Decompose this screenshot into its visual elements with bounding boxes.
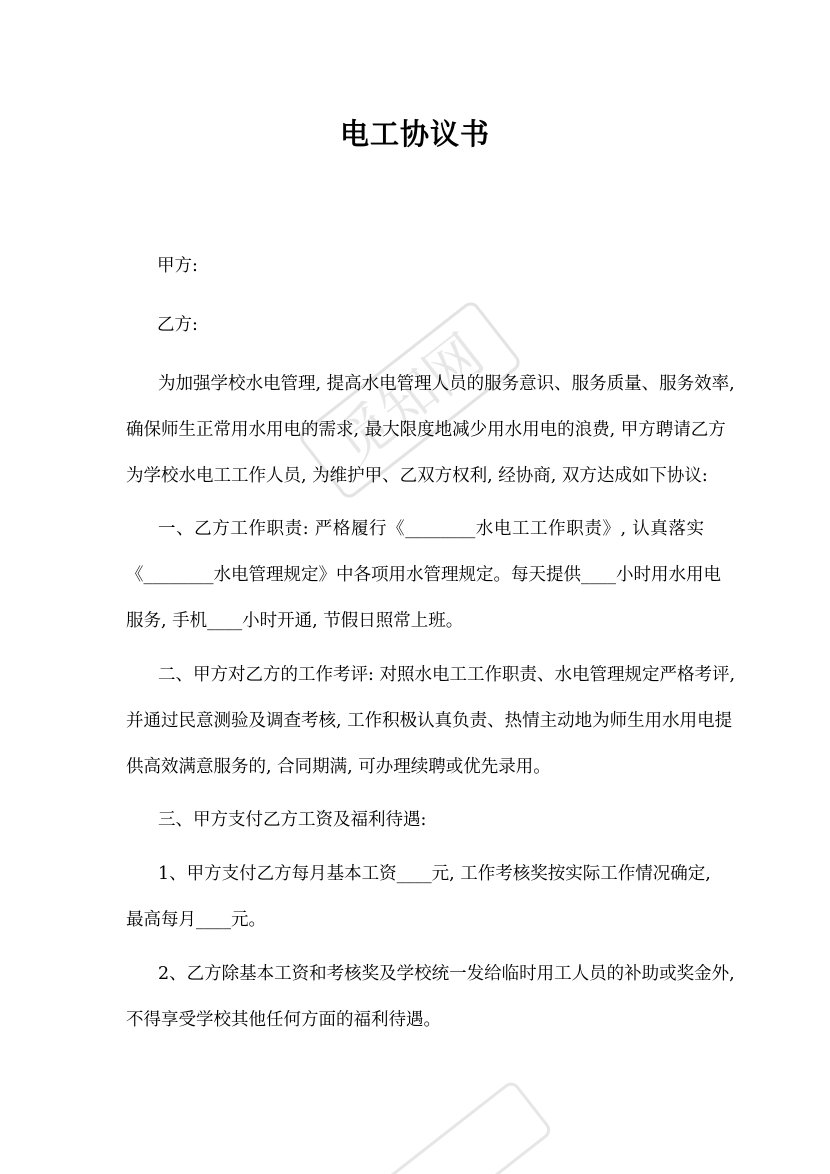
clause-3-1-line: 最高每月____元。 — [126, 910, 266, 930]
clause-3-2-line: 不得享受学校其他任何方面的福利待遇。 — [126, 1010, 441, 1030]
clause-3-1-line: 1、甲方支付乙方每月基本工资____元, 工作考核奖按实际工作情况确定, — [158, 864, 711, 884]
clause-1-line: 《________水电管理规定》中各项用水管理规定。每天提供____小时用水用电 — [126, 565, 721, 585]
party-b-label: 乙方: — [157, 315, 198, 335]
watermark-text: 觅知网 — [323, 322, 496, 477]
watermark-logo — [280, 270, 540, 530]
party-a-label: 甲方: — [157, 256, 198, 276]
clause-2-line: 并通过民意测验及调查考核, 工作积极认真负责、热情主动地为师生用水用电提 — [126, 711, 733, 731]
clause-1-line: 服务, 手机____小时开通, 节假日照常上班。 — [126, 611, 464, 631]
document-title: 电工协议书 — [339, 117, 490, 151]
clause-1-line: 一、乙方工作职责: 严格履行《________水电工工作职责》, 认真落实 — [158, 519, 704, 539]
intro-line: 为加强学校水电管理, 提高水电管理人员的服务意识、服务质量、服务效率, — [158, 374, 735, 394]
clause-2-line: 供高效满意服务的, 合同期满, 可办理续聘或优先录用。 — [126, 757, 551, 777]
clause-3-heading: 三、甲方支付乙方工资及福利待遇: — [158, 810, 427, 830]
watermark-logo-bottom — [360, 1080, 560, 1174]
clause-2-line: 二、甲方对乙方的工作考评: 对照水电工工作职责、水电管理规定严格考评, — [158, 665, 736, 685]
clause-3-2-line: 2、乙方除基本工资和考核奖及学校统一发给临时用工人员的补助或奖金外, — [158, 964, 735, 984]
intro-line: 为学校水电工工作人员, 为维护甲、乙双方权利, 经协商, 双方达成如下协议: — [126, 466, 708, 486]
intro-line: 确保师生正常用水用电的需求, 最大限度地减少用水用电的浪费, 甲方聘请乙方 — [126, 420, 726, 440]
